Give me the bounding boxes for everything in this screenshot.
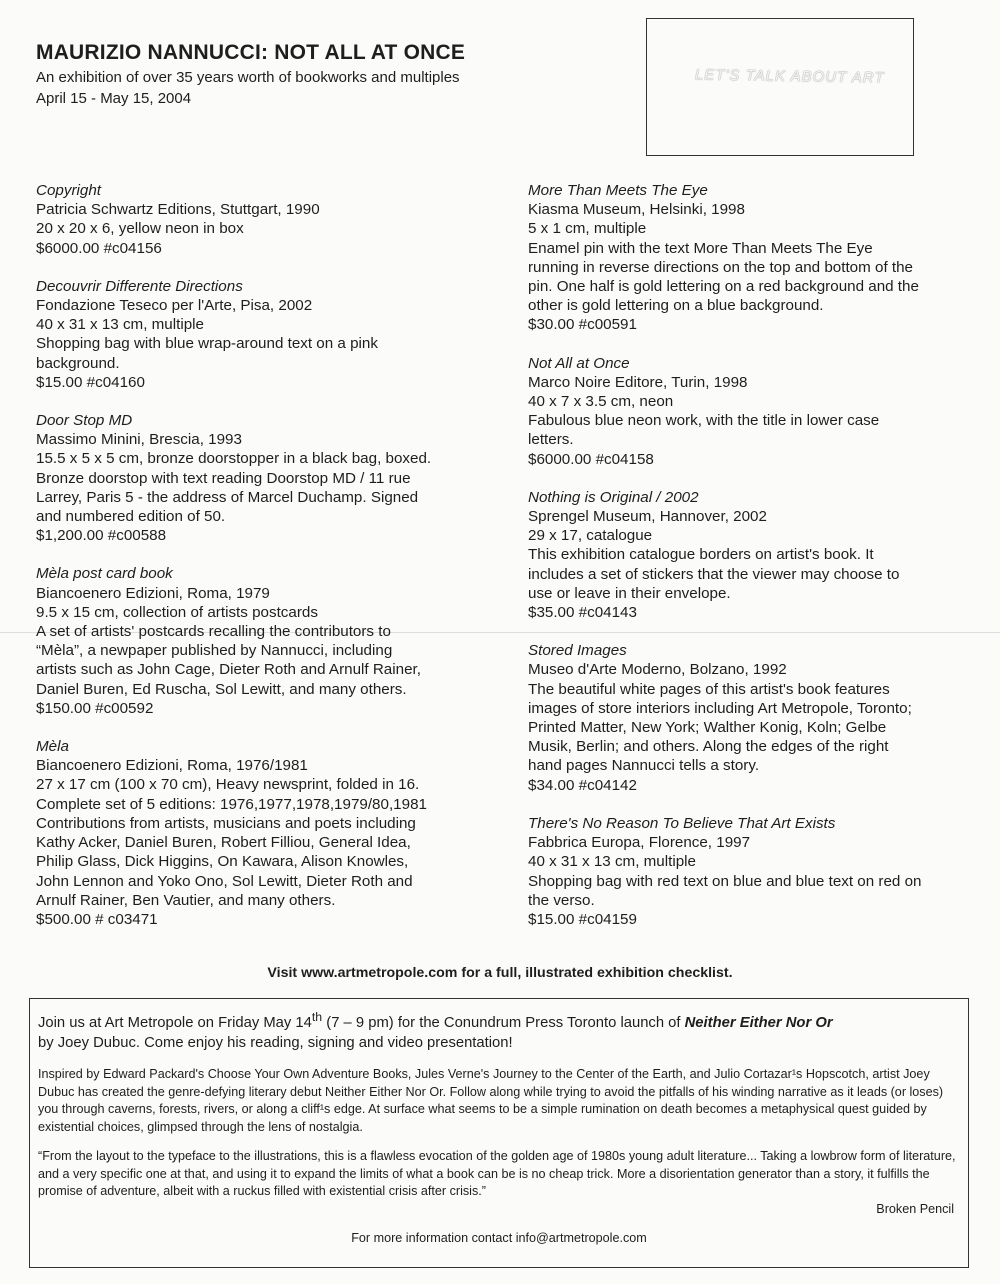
entry-line: Arnulf Rainer, Ben Vautier, and many others. bbox=[36, 891, 336, 909]
entry-title: Copyright bbox=[36, 182, 101, 199]
launch-head-sup: th bbox=[311, 1010, 323, 1024]
entry-line: Musik, Berlin; and others. Along the edges of the right bbox=[528, 738, 889, 756]
entry-title: More Than Meets The Eye bbox=[528, 182, 708, 199]
entry-line: Kathy Acker, Daniel Buren, Robert Filliou, General Idea, bbox=[36, 834, 411, 852]
entry-line: 20 x 20 x 6, yellow neon in box bbox=[36, 220, 244, 238]
entry-line: Contributions from artists, musicians and poets including bbox=[36, 814, 416, 832]
logo-box bbox=[646, 18, 914, 156]
entry-line: The beautiful white pages of this artist's book features bbox=[528, 680, 890, 698]
catalog-entry bbox=[528, 354, 968, 469]
entry-line: Biancoenero Edizioni, Roma, 1979 bbox=[36, 584, 270, 602]
entry-title: Not All at Once bbox=[528, 354, 630, 372]
entry-line: letters. bbox=[528, 431, 574, 449]
entry-line: Patricia Schwartz Editions, Stuttgart, 1990 bbox=[36, 201, 320, 219]
entry-line: This exhibition catalogue borders on artist's book. It bbox=[528, 546, 874, 564]
entry-line: Marco Noire Editore, Turin, 1998 bbox=[528, 373, 748, 391]
catalog-entry bbox=[528, 641, 968, 795]
entry-title: There's No Reason To Believe That Art Exists bbox=[528, 814, 836, 832]
entry-line: Museo d'Arte Moderno, Bolzano, 1992 bbox=[528, 661, 787, 679]
entry-line: Fondazione Teseco per l'Arte, Pisa, 2002 bbox=[36, 297, 313, 315]
catalog-entry bbox=[36, 411, 476, 545]
launch-head-post: by Joey Dubuc. Come enjoy his reading, signing and video presentation! bbox=[38, 1034, 513, 1051]
entry-line: Biancoenero Edizioni, Roma, 1976/1981 bbox=[36, 757, 308, 775]
catalog-entry bbox=[36, 564, 476, 718]
exhibition-dates: April 15 - May 15, 2004 bbox=[36, 90, 192, 107]
entry-line: $34.00 #c04142 bbox=[528, 776, 637, 794]
entry-line: $30.00 #c00591 bbox=[528, 316, 637, 334]
book-description: Inspired by Edward Packard's Choose Your Own Adventure Books, Jules Verne's Journey to the Center of the Earth, and Julio Cortazar¹s Hopscotch, artist Joey Dubuc has created the genre-defying literary debut Neither Either Nor Or. Follow along while trying to avoid the pitfalls of his winding narrative as it leads (or loses) you through caverns, forests, rivers, or along a cliff¹s edge. At surface what seems to be a simple rumination on death becomes a metaphysical quest guided by existential choices, glimpsed through the lens of nostalgia. bbox=[38, 1066, 944, 1134]
exhibition-title: MAURIZIO NANNUCCI: NOT ALL AT ONCE bbox=[36, 41, 466, 64]
entry-line: Sprengel Museum, Hannover, 2002 bbox=[528, 508, 767, 526]
entry-line: Printed Matter, New York; Walther Konig, Koln; Gelbe bbox=[528, 719, 887, 737]
entry-line: John Lennon and Yoko Ono, Sol Lewitt, Dieter Roth and bbox=[36, 872, 413, 890]
entry-line: Shopping bag with blue wrap-around text on a pink bbox=[36, 335, 378, 353]
checklist-link-line: Visit www.artmetropole.com for a full, illustrated exhibition checklist. bbox=[267, 965, 733, 981]
book-title: Neither Either Nor Or bbox=[684, 1014, 833, 1031]
entry-line: artists such as John Cage, Dieter Roth and Arnulf Rainer, bbox=[36, 661, 421, 679]
entry-title: Door Stop MD bbox=[36, 412, 133, 430]
entry-title: Mèla post card book bbox=[36, 565, 173, 583]
entry-line: hand pages Nannucci tells a story. bbox=[528, 757, 760, 775]
entry-line: other is gold lettering on a blue background. bbox=[528, 297, 824, 315]
entry-line: Bronze doorstop with text reading Doorstop MD / 11 rue bbox=[36, 469, 411, 487]
review-quote: “From the layout to the typeface to the illustrations, this is a flawless evocation of the golden age of 1980s young adult literature... Taking a lowbrow form of literature, and a very specific one at that, and using it to expand the limits of what a book can be is no cheap trick. More a disorientation generator than a story, it fulfills the promise of adventure, albeit with a ruckus filled with existential crisis after crisis.” bbox=[38, 1149, 956, 1199]
launch-announcement bbox=[38, 1007, 960, 1053]
entry-line: 5 x 1 cm, multiple bbox=[528, 220, 647, 238]
review-source: Broken Pencil bbox=[876, 1202, 954, 1217]
catalog-entry bbox=[528, 488, 968, 622]
entry-line: $150.00 #c00592 bbox=[36, 699, 154, 717]
logo-emboss-text: LET'S TALK ABOUT ART bbox=[695, 65, 885, 87]
entry-line: $35.00 #c04143 bbox=[528, 604, 637, 622]
entry-line: pin. One half is gold lettering on a red background and the bbox=[528, 278, 919, 296]
exhibition-subtitle: An exhibition of over 35 years worth of bookworks and multiples bbox=[36, 69, 460, 86]
entry-line: Shopping bag with red text on blue and blue text on red on bbox=[528, 872, 922, 890]
entry-line: and numbered edition of 50. bbox=[36, 508, 226, 526]
contact-line: For more information contact info@artmetropole.com bbox=[351, 1231, 647, 1246]
entry-line: Fabbrica Europa, Florence, 1997 bbox=[528, 834, 751, 852]
entry-line: Massimo Minini, Brescia, 1993 bbox=[36, 431, 242, 449]
launch-head-mid: (7 – 9 pm) for the Conundrum Press Toronto launch of bbox=[322, 1014, 685, 1031]
entry-line: $15.00 #c04160 bbox=[36, 373, 145, 391]
entry-line: “Mèla”, a newpaper published by Nannucci, including bbox=[36, 642, 393, 660]
catalog-entry bbox=[36, 277, 476, 392]
launch-head-pre: Join us at Art Metropole on Friday May 14 bbox=[38, 1014, 312, 1031]
right-column bbox=[528, 181, 968, 948]
entry-line: background. bbox=[36, 354, 120, 372]
entry-line: Kiasma Museum, Helsinki, 1998 bbox=[528, 201, 745, 219]
entry-line: Daniel Buren, Ed Ruscha, Sol Lewitt, and many others. bbox=[36, 680, 407, 698]
entry-line: $6000.00 #c04158 bbox=[528, 450, 654, 468]
entry-line: A set of artists' postcards recalling the contributors to bbox=[36, 623, 391, 641]
entry-line: $6000.00 #c04156 bbox=[36, 239, 162, 257]
entry-line: running in reverse directions on the top and bottom of the bbox=[528, 258, 913, 276]
entry-line: $500.00 # c03471 bbox=[36, 910, 158, 928]
entry-line: 27 x 17 cm (100 x 70 cm), Heavy newsprint, folded in 16. bbox=[36, 776, 420, 794]
catalog-entry bbox=[528, 814, 968, 929]
catalog-entry bbox=[36, 737, 476, 929]
entry-line: Larrey, Paris 5 - the address of Marcel Duchamp. Signed bbox=[36, 488, 419, 506]
entry-line: Enamel pin with the text More Than Meets The Eye bbox=[528, 239, 873, 257]
entry-title: Decouvrir Differente Directions bbox=[36, 277, 243, 295]
catalog-entry bbox=[528, 181, 968, 335]
entry-line: 9.5 x 15 cm, collection of artists postcards bbox=[36, 603, 318, 621]
document-header bbox=[36, 40, 636, 108]
entry-line: $1,200.00 #c00588 bbox=[36, 527, 167, 545]
entry-title: Mèla bbox=[36, 738, 69, 756]
entry-line: 40 x 31 x 13 cm, multiple bbox=[36, 316, 204, 334]
entry-line: images of store interiors including Art Metropole, Toronto; bbox=[528, 699, 912, 717]
entry-line: 40 x 31 x 13 cm, multiple bbox=[528, 853, 696, 871]
entry-line: the verso. bbox=[528, 891, 595, 909]
entry-title: Stored Images bbox=[528, 642, 627, 660]
entry-line: 29 x 17, catalogue bbox=[528, 527, 653, 545]
book-launch-box bbox=[29, 998, 969, 1268]
entry-line: Complete set of 5 editions: 1976,1977,1978,1979/80,1981 bbox=[36, 795, 427, 813]
entry-line: Philip Glass, Dick Higgins, On Kawara, Alison Knowles, bbox=[36, 853, 409, 871]
entry-line: includes a set of stickers that the viewer may choose to bbox=[528, 565, 900, 583]
catalog-entry bbox=[36, 181, 476, 258]
entry-line: 15.5 x 5 x 5 cm, bronze doorstopper in a black bag, boxed. bbox=[36, 450, 432, 468]
left-column bbox=[36, 181, 476, 948]
entry-line: 40 x 7 x 3.5 cm, neon bbox=[528, 393, 674, 411]
entry-line: use or leave in their envelope. bbox=[528, 584, 731, 602]
entry-line: $15.00 #c04159 bbox=[528, 910, 637, 928]
entry-title: Nothing is Original / 2002 bbox=[528, 488, 699, 506]
entry-line: Fabulous blue neon work, with the title in lower case bbox=[528, 412, 880, 430]
